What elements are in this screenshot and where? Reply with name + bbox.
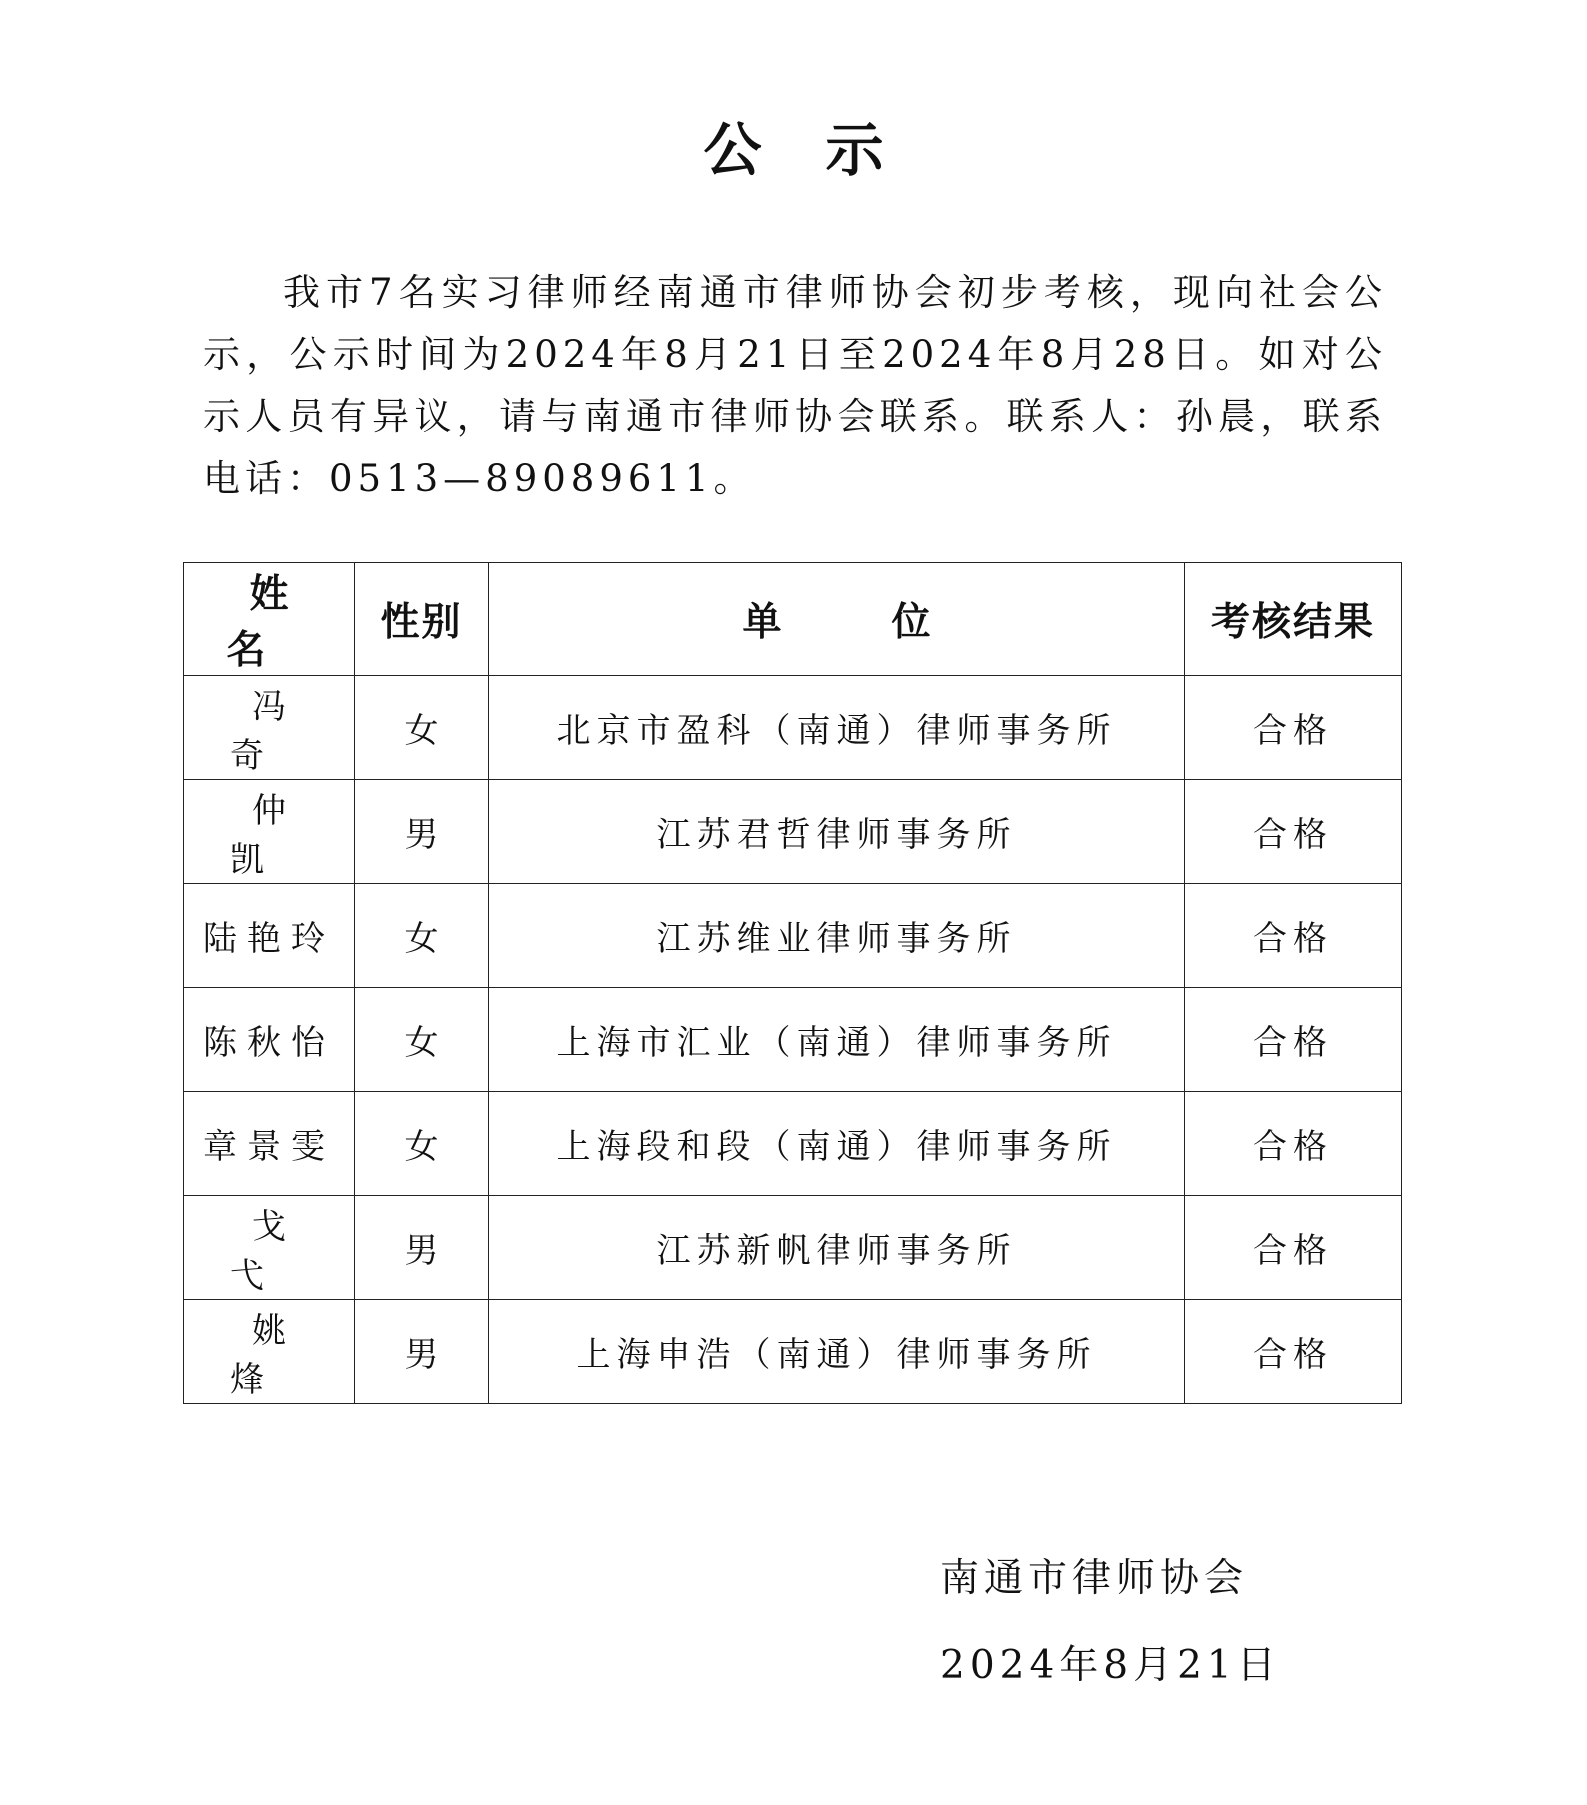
cell-unit: 江苏维业律师事务所 bbox=[489, 884, 1185, 988]
cell-name: 陈秋怡 bbox=[184, 988, 355, 1092]
cell-name: 姚烽 bbox=[184, 1300, 355, 1404]
cell-name: 仲凯 bbox=[184, 780, 355, 884]
cell-gender: 女 bbox=[355, 988, 489, 1092]
cell-result: 合格 bbox=[1185, 676, 1402, 780]
cell-unit: 上海申浩（南通）律师事务所 bbox=[489, 1300, 1185, 1404]
header-unit: 单位 bbox=[489, 563, 1185, 676]
cell-gender: 男 bbox=[355, 1196, 489, 1300]
cell-unit: 北京市盈科（南通）律师事务所 bbox=[489, 676, 1185, 780]
cell-name: 冯奇 bbox=[184, 676, 355, 780]
cell-gender: 女 bbox=[355, 884, 489, 988]
cell-gender: 男 bbox=[355, 780, 489, 884]
cell-result: 合格 bbox=[1185, 780, 1402, 884]
cell-name: 戈弋 bbox=[184, 1196, 355, 1300]
page-title: 公示 bbox=[703, 116, 948, 184]
roster-table bbox=[183, 562, 1402, 1404]
table-row bbox=[184, 884, 1402, 988]
cell-unit: 上海段和段（南通）律师事务所 bbox=[489, 1092, 1185, 1196]
cell-gender: 女 bbox=[355, 676, 489, 780]
cell-result: 合格 bbox=[1185, 1092, 1402, 1196]
cell-result: 合格 bbox=[1185, 988, 1402, 1092]
cell-result: 合格 bbox=[1185, 1196, 1402, 1300]
table-row bbox=[184, 1196, 1402, 1300]
cell-result: 合格 bbox=[1185, 884, 1402, 988]
table-row bbox=[184, 780, 1402, 884]
notice-paragraph: 我市7名实习律师经南通市律师协会初步考核，现向社会公示，公示时间为2024年8月21日至2024年8月28日。如对公示人员有异议，请与南通市律师协会联系。联系人：孙晨，联系电话：0513—89089611。 bbox=[203, 271, 1387, 500]
issuing-organization: 南通市律师协会 bbox=[940, 1556, 1249, 1601]
cell-gender: 女 bbox=[355, 1092, 489, 1196]
header-name: 姓名 bbox=[184, 563, 355, 676]
cell-unit: 上海市汇业（南通）律师事务所 bbox=[489, 988, 1185, 1092]
header-result: 考核结果 bbox=[1185, 563, 1402, 676]
cell-gender: 男 bbox=[355, 1300, 489, 1404]
table-row bbox=[184, 1092, 1402, 1196]
cell-name: 章景雯 bbox=[184, 1092, 355, 1196]
issue-date: 2024年8月21日 bbox=[940, 1643, 1281, 1688]
table-row bbox=[184, 988, 1402, 1092]
table-header-row bbox=[184, 563, 1402, 676]
cell-name: 陆艳玲 bbox=[184, 884, 355, 988]
cell-unit: 江苏新帆律师事务所 bbox=[489, 1196, 1185, 1300]
cell-unit: 江苏君哲律师事务所 bbox=[489, 780, 1185, 884]
header-gender: 性别 bbox=[355, 563, 489, 676]
table-row bbox=[184, 676, 1402, 780]
cell-result: 合格 bbox=[1185, 1300, 1402, 1404]
table-row bbox=[184, 1300, 1402, 1404]
